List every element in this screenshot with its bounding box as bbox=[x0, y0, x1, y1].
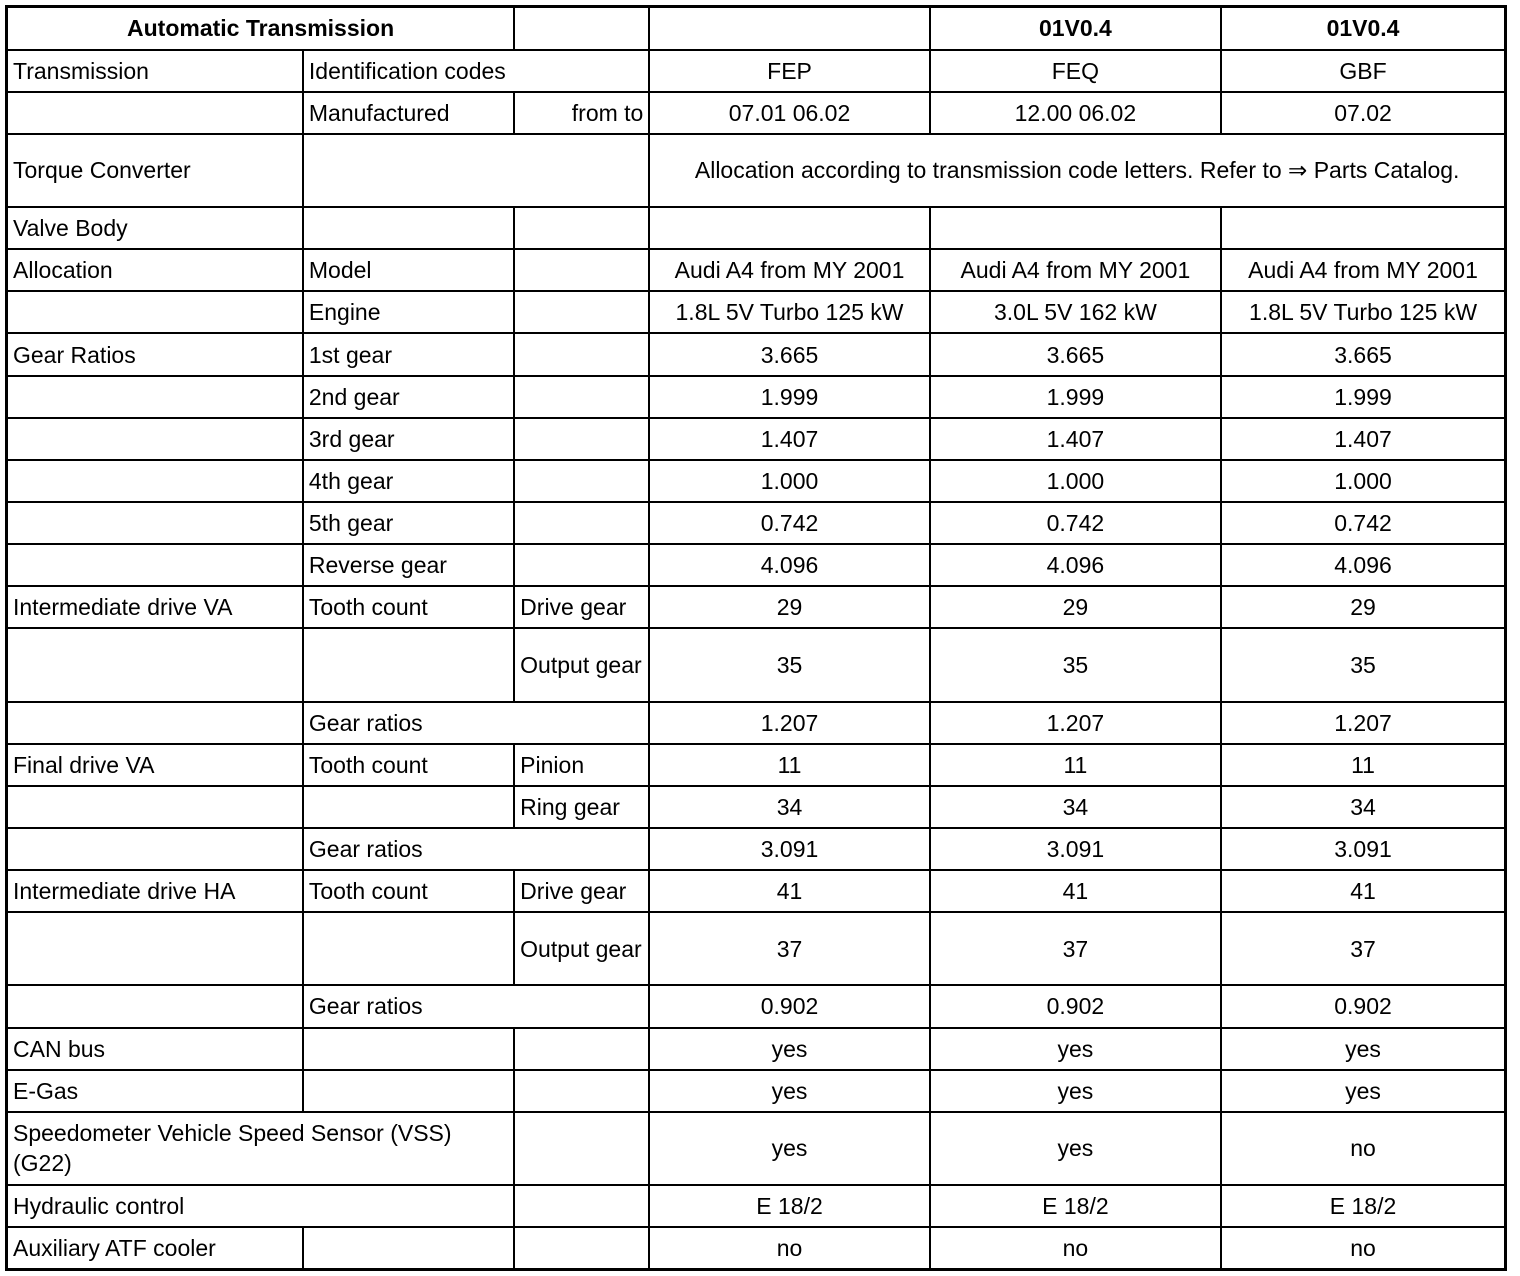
row-sublabel: Tooth count bbox=[303, 586, 514, 628]
row-label bbox=[7, 544, 303, 586]
row-label bbox=[7, 92, 303, 134]
value-cell: 07.01 06.02 bbox=[649, 92, 929, 134]
row-label bbox=[7, 502, 303, 544]
table-row bbox=[7, 1070, 1506, 1112]
value-cell: 12.00 06.02 bbox=[930, 92, 1221, 134]
value-cell: 1.999 bbox=[649, 376, 929, 418]
value-cell: 1.000 bbox=[1221, 460, 1505, 502]
table-row bbox=[7, 828, 1506, 870]
row-label bbox=[7, 418, 303, 460]
table-row bbox=[7, 134, 1506, 207]
row-label: Intermediate drive VA bbox=[7, 586, 303, 628]
table-row bbox=[7, 92, 1506, 134]
row-label: Transmission bbox=[7, 50, 303, 92]
value-cell: no bbox=[1221, 1227, 1505, 1269]
row-sublabel: Tooth count bbox=[303, 870, 514, 912]
row-sublabel: 2nd gear bbox=[303, 376, 514, 418]
value-cell: 11 bbox=[649, 744, 929, 786]
row-label bbox=[7, 912, 303, 985]
gearbox-header: 01V0.4 bbox=[930, 7, 1221, 50]
table-row bbox=[7, 702, 1506, 744]
value-cell: 4.096 bbox=[930, 544, 1221, 586]
value-cell: 3.665 bbox=[930, 333, 1221, 375]
gearbox-header: 01V0.4 bbox=[1221, 7, 1505, 50]
value-cell: yes bbox=[649, 1112, 929, 1185]
table-row bbox=[7, 786, 1506, 828]
value-cell: 35 bbox=[930, 628, 1221, 701]
row-detail bbox=[514, 207, 649, 249]
value-cell: 35 bbox=[1221, 628, 1505, 701]
value-cell: 1.999 bbox=[930, 376, 1221, 418]
row-sublabel bbox=[303, 207, 514, 249]
table-row bbox=[7, 50, 1506, 92]
value-cell: E 18/2 bbox=[930, 1185, 1221, 1227]
row-sublabel: Gear ratios bbox=[303, 985, 649, 1027]
row-label: CAN bus bbox=[7, 1028, 303, 1070]
row-detail bbox=[514, 1028, 649, 1070]
row-detail bbox=[514, 460, 649, 502]
table-row bbox=[7, 418, 1506, 460]
value-cell: 1.407 bbox=[930, 418, 1221, 460]
table-row bbox=[7, 376, 1506, 418]
value-cell: 3.665 bbox=[1221, 333, 1505, 375]
value-cell: Audi A4 from MY 2001 bbox=[930, 249, 1221, 291]
row-label: Gear Ratios bbox=[7, 333, 303, 375]
value-cell: 0.902 bbox=[930, 985, 1221, 1027]
row-label bbox=[7, 786, 303, 828]
table-row bbox=[7, 912, 1506, 985]
value-cell: 11 bbox=[1221, 744, 1505, 786]
row-label: Hydraulic control bbox=[7, 1185, 515, 1227]
row-label bbox=[7, 376, 303, 418]
row-label bbox=[7, 702, 303, 744]
row-sublabel: Tooth count bbox=[303, 744, 514, 786]
row-detail bbox=[514, 1227, 649, 1269]
value-cell: 35 bbox=[649, 628, 929, 701]
row-detail: Drive gear bbox=[514, 586, 649, 628]
table-row bbox=[7, 628, 1506, 701]
row-detail bbox=[514, 376, 649, 418]
value-cell: yes bbox=[930, 1112, 1221, 1185]
row-sublabel bbox=[303, 786, 514, 828]
row-sublabel bbox=[303, 1070, 514, 1112]
table-row bbox=[7, 460, 1506, 502]
row-label bbox=[7, 628, 303, 701]
value-cell: 0.902 bbox=[649, 985, 929, 1027]
row-label: Torque Converter bbox=[7, 134, 303, 207]
transmission-spec-table bbox=[5, 5, 1507, 1271]
value-cell: no bbox=[930, 1227, 1221, 1269]
row-sublabel: 3rd gear bbox=[303, 418, 514, 460]
value-cell: 0.742 bbox=[930, 502, 1221, 544]
row-detail bbox=[514, 249, 649, 291]
value-cell: yes bbox=[649, 1070, 929, 1112]
value-cell: 34 bbox=[930, 786, 1221, 828]
row-detail bbox=[514, 1112, 649, 1185]
value-cell: 1.000 bbox=[930, 460, 1221, 502]
row-sublabel bbox=[303, 134, 649, 207]
row-detail: Pinion bbox=[514, 744, 649, 786]
value-cell: GBF bbox=[1221, 50, 1505, 92]
value-cell: 3.665 bbox=[649, 333, 929, 375]
value-cell: 3.091 bbox=[649, 828, 929, 870]
value-cell bbox=[649, 207, 929, 249]
value-cell bbox=[930, 207, 1221, 249]
row-sublabel: 4th gear bbox=[303, 460, 514, 502]
value-cell: 11 bbox=[930, 744, 1221, 786]
row-label bbox=[7, 828, 303, 870]
table-row bbox=[7, 1185, 1506, 1227]
value-cell: 1.207 bbox=[930, 702, 1221, 744]
row-label: Valve Body bbox=[7, 207, 303, 249]
row-detail: Ring gear bbox=[514, 786, 649, 828]
value-cell: 34 bbox=[649, 786, 929, 828]
value-cell: 41 bbox=[930, 870, 1221, 912]
value-cell: yes bbox=[1221, 1028, 1505, 1070]
torque-note: Allocation according to transmission code letters. Refer to ⇒ Parts Catalog. bbox=[649, 134, 1505, 207]
value-cell: yes bbox=[930, 1028, 1221, 1070]
row-detail: from to bbox=[514, 92, 649, 134]
value-cell: E 18/2 bbox=[1221, 1185, 1505, 1227]
value-cell: 0.742 bbox=[649, 502, 929, 544]
value-cell: 1.8L 5V Turbo 125 kW bbox=[649, 291, 929, 333]
value-cell: FEP bbox=[649, 50, 929, 92]
value-cell: yes bbox=[1221, 1070, 1505, 1112]
row-label bbox=[7, 985, 303, 1027]
row-detail bbox=[514, 544, 649, 586]
value-cell: yes bbox=[930, 1070, 1221, 1112]
empty-cell bbox=[514, 7, 649, 50]
value-cell: 3.091 bbox=[1221, 828, 1505, 870]
row-detail bbox=[514, 418, 649, 460]
value-cell: 37 bbox=[1221, 912, 1505, 985]
value-cell: 07.02 bbox=[1221, 92, 1505, 134]
value-cell: 41 bbox=[1221, 870, 1505, 912]
table-row bbox=[7, 586, 1506, 628]
value-cell: 3.0L 5V 162 kW bbox=[930, 291, 1221, 333]
value-cell bbox=[1221, 207, 1505, 249]
value-cell: E 18/2 bbox=[649, 1185, 929, 1227]
row-sublabel bbox=[303, 1227, 514, 1269]
row-sublabel: Model bbox=[303, 249, 514, 291]
row-detail bbox=[514, 1185, 649, 1227]
row-detail bbox=[514, 333, 649, 375]
table-row bbox=[7, 1227, 1506, 1269]
table-title: Automatic Transmission bbox=[7, 7, 515, 50]
row-detail bbox=[514, 1070, 649, 1112]
row-label: E-Gas bbox=[7, 1070, 303, 1112]
value-cell: 4.096 bbox=[1221, 544, 1505, 586]
row-sublabel: 1st gear bbox=[303, 333, 514, 375]
value-cell: 0.902 bbox=[1221, 985, 1505, 1027]
row-detail bbox=[514, 291, 649, 333]
value-cell: 1.407 bbox=[649, 418, 929, 460]
row-label: Speedometer Vehicle Speed Sensor (VSS) (G22) bbox=[7, 1112, 515, 1185]
value-cell: 37 bbox=[930, 912, 1221, 985]
row-detail bbox=[514, 502, 649, 544]
row-detail: Drive gear bbox=[514, 870, 649, 912]
table-row bbox=[7, 1028, 1506, 1070]
row-detail: Output gear bbox=[514, 912, 649, 985]
value-cell: yes bbox=[649, 1028, 929, 1070]
value-cell: FEQ bbox=[930, 50, 1221, 92]
value-cell: Audi A4 from MY 2001 bbox=[1221, 249, 1505, 291]
value-cell: Audi A4 from MY 2001 bbox=[649, 249, 929, 291]
value-cell: no bbox=[1221, 1112, 1505, 1185]
value-cell: 29 bbox=[649, 586, 929, 628]
row-sublabel: Engine bbox=[303, 291, 514, 333]
value-cell: 1.999 bbox=[1221, 376, 1505, 418]
table-row bbox=[7, 249, 1506, 291]
value-cell: 29 bbox=[1221, 586, 1505, 628]
row-sublabel: Gear ratios bbox=[303, 828, 649, 870]
value-cell: 3.091 bbox=[930, 828, 1221, 870]
row-sublabel bbox=[303, 628, 514, 701]
row-sublabel: Manufactured bbox=[303, 92, 514, 134]
value-cell: 1.207 bbox=[649, 702, 929, 744]
gearbox-header bbox=[649, 7, 929, 50]
table-row bbox=[7, 544, 1506, 586]
row-label: Final drive VA bbox=[7, 744, 303, 786]
row-sublabel: 5th gear bbox=[303, 502, 514, 544]
row-label: Auxiliary ATF cooler bbox=[7, 1227, 303, 1269]
value-cell: 1.000 bbox=[649, 460, 929, 502]
value-cell: 1.8L 5V Turbo 125 kW bbox=[1221, 291, 1505, 333]
value-cell: 41 bbox=[649, 870, 929, 912]
row-label bbox=[7, 460, 303, 502]
value-cell: 4.096 bbox=[649, 544, 929, 586]
table-row bbox=[7, 333, 1506, 375]
table-row bbox=[7, 985, 1506, 1027]
value-cell: 0.742 bbox=[1221, 502, 1505, 544]
table-row bbox=[7, 870, 1506, 912]
row-sublabel: Identification codes bbox=[303, 50, 649, 92]
table-row bbox=[7, 1112, 1506, 1185]
table-row bbox=[7, 502, 1506, 544]
row-sublabel: Gear ratios bbox=[303, 702, 649, 744]
table-row bbox=[7, 291, 1506, 333]
value-cell: 1.207 bbox=[1221, 702, 1505, 744]
row-label: Intermediate drive HA bbox=[7, 870, 303, 912]
value-cell: no bbox=[649, 1227, 929, 1269]
header-row bbox=[7, 7, 1506, 50]
row-sublabel bbox=[303, 912, 514, 985]
row-sublabel: Reverse gear bbox=[303, 544, 514, 586]
row-label: Allocation bbox=[7, 249, 303, 291]
row-label bbox=[7, 291, 303, 333]
value-cell: 29 bbox=[930, 586, 1221, 628]
row-detail: Output gear bbox=[514, 628, 649, 701]
table-row bbox=[7, 207, 1506, 249]
value-cell: 37 bbox=[649, 912, 929, 985]
row-sublabel bbox=[303, 1028, 514, 1070]
value-cell: 1.407 bbox=[1221, 418, 1505, 460]
table-row bbox=[7, 744, 1506, 786]
value-cell: 34 bbox=[1221, 786, 1505, 828]
